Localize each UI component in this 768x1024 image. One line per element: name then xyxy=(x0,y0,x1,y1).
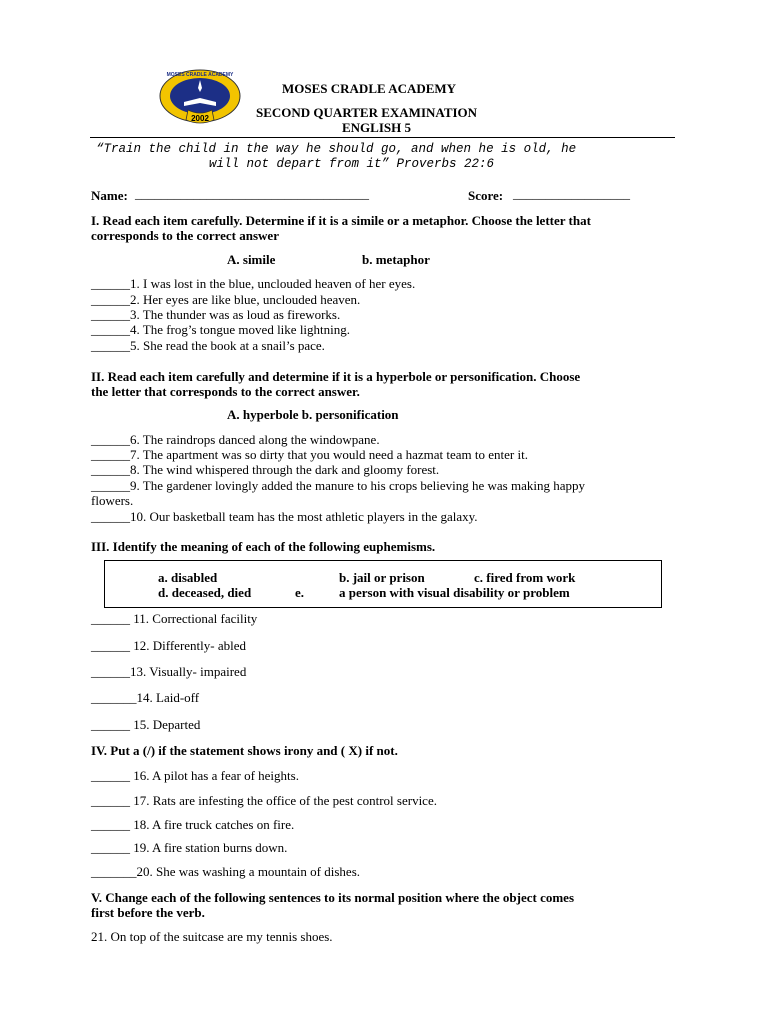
quote-line-2: will not depart from it” Proverbs 22:6 xyxy=(209,157,495,171)
section5-instruction-1: V. Change each of the following sentences to its normal position where the object comes xyxy=(91,890,574,905)
question-6[interactable]: ______6. The raindrops danced along the windowpane. xyxy=(91,432,380,447)
question-1[interactable]: ______1. I was lost in the blue, unclouded heaven of her eyes. xyxy=(91,276,416,291)
question-9[interactable]: ______9. The gardener lovingly added the manure to his crops believing he was making happy xyxy=(91,478,585,493)
section1-instruction-2: corresponds to the correct answer xyxy=(91,228,279,243)
question-9-continued: flowers. xyxy=(91,493,134,508)
question-16[interactable]: ______ 16. A pilot has a fear of heights. xyxy=(91,768,299,783)
question-14[interactable]: _______14. Laid-off xyxy=(91,690,200,705)
question-7[interactable]: ______7. The apartment was so dirty that you would need a hazmat team to enter it. xyxy=(91,447,528,462)
question-8[interactable]: ______8. The wind whispered through the dark and gloomy forest. xyxy=(91,462,440,477)
question-19[interactable]: ______ 19. A fire station burns down. xyxy=(91,840,288,855)
section1-instruction-1: I. Read each item carefully. Determine if it is a simile or a metaphor. Choose the letter that xyxy=(91,213,591,228)
school-name: MOSES CRADLE ACADEMY xyxy=(282,81,457,96)
quote-line-1: “Train the child in the way he should go, and when he is old, he xyxy=(96,142,577,156)
exam-subject: ENGLISH 5 xyxy=(342,120,411,135)
question-5[interactable]: ______5. She read the book at a snail’s pace. xyxy=(91,338,325,353)
question-12[interactable]: ______ 12. Differently- abled xyxy=(91,638,246,653)
section1-choice-b: b. metaphor xyxy=(362,252,430,267)
question-2[interactable]: ______2. Her eyes are like blue, unclouded heaven. xyxy=(91,292,361,307)
section4-instruction: IV. Put a (/) if the statement shows irony and ( X) if not. xyxy=(91,743,398,758)
question-21[interactable]: 21. On top of the suitcase are my tennis shoes. xyxy=(91,929,333,944)
logo-ring-text: MOSES CRADLE ACADEMY xyxy=(166,72,234,78)
euphemism-choice-b: b. jail or prison xyxy=(339,570,425,585)
question-4[interactable]: ______4. The frog’s tongue moved like lightning. xyxy=(91,322,351,337)
section1-choice-a: A. simile xyxy=(227,252,276,267)
euphemism-choice-e: a person with visual disability or problem xyxy=(339,585,570,600)
section2-instruction-1: II. Read each item carefully and determine if it is a hyperbole or personification. Choose xyxy=(91,369,581,384)
question-15[interactable]: ______ 15. Departed xyxy=(91,717,201,732)
euphemism-choice-c: c. fired from work xyxy=(474,570,576,585)
euphemism-choice-e-letter: e. xyxy=(295,585,305,600)
school-logo xyxy=(158,68,242,128)
question-17[interactable]: ______ 17. Rats are infesting the office of the pest control service. xyxy=(91,793,437,808)
header-rule xyxy=(90,137,675,138)
euphemism-choice-a: a. disabled xyxy=(158,570,218,585)
section2-instruction-2: the letter that corresponds to the correct answer. xyxy=(91,384,360,399)
question-11[interactable]: ______ 11. Correctional facility xyxy=(91,611,258,626)
question-10[interactable]: ______10. Our basketball team has the most athletic players in the galaxy. xyxy=(91,509,478,524)
section5-instruction-2: first before the verb. xyxy=(91,905,205,920)
question-20[interactable]: _______20. She was washing a mountain of dishes. xyxy=(91,864,361,879)
name-field[interactable]: ____________________________________ xyxy=(135,186,369,201)
exam-title: SECOND QUARTER EXAMINATION xyxy=(256,105,478,120)
question-3[interactable]: ______3. The thunder was as loud as fireworks. xyxy=(91,307,341,322)
question-18[interactable]: ______ 18. A fire truck catches on fire. xyxy=(91,817,295,832)
section3-instruction: III. Identify the meaning of each of the following euphemisms. xyxy=(91,539,436,554)
euphemism-choice-d: d. deceased, died xyxy=(158,585,252,600)
score-label: Score: xyxy=(468,188,504,203)
name-label: Name: xyxy=(91,188,128,203)
score-field[interactable]: __________________ xyxy=(513,186,630,201)
question-13[interactable]: ______13. Visually- impaired xyxy=(91,664,247,679)
logo-year: 2002 xyxy=(191,114,209,123)
section2-choices: A. hyperbole b. personification xyxy=(227,407,399,422)
